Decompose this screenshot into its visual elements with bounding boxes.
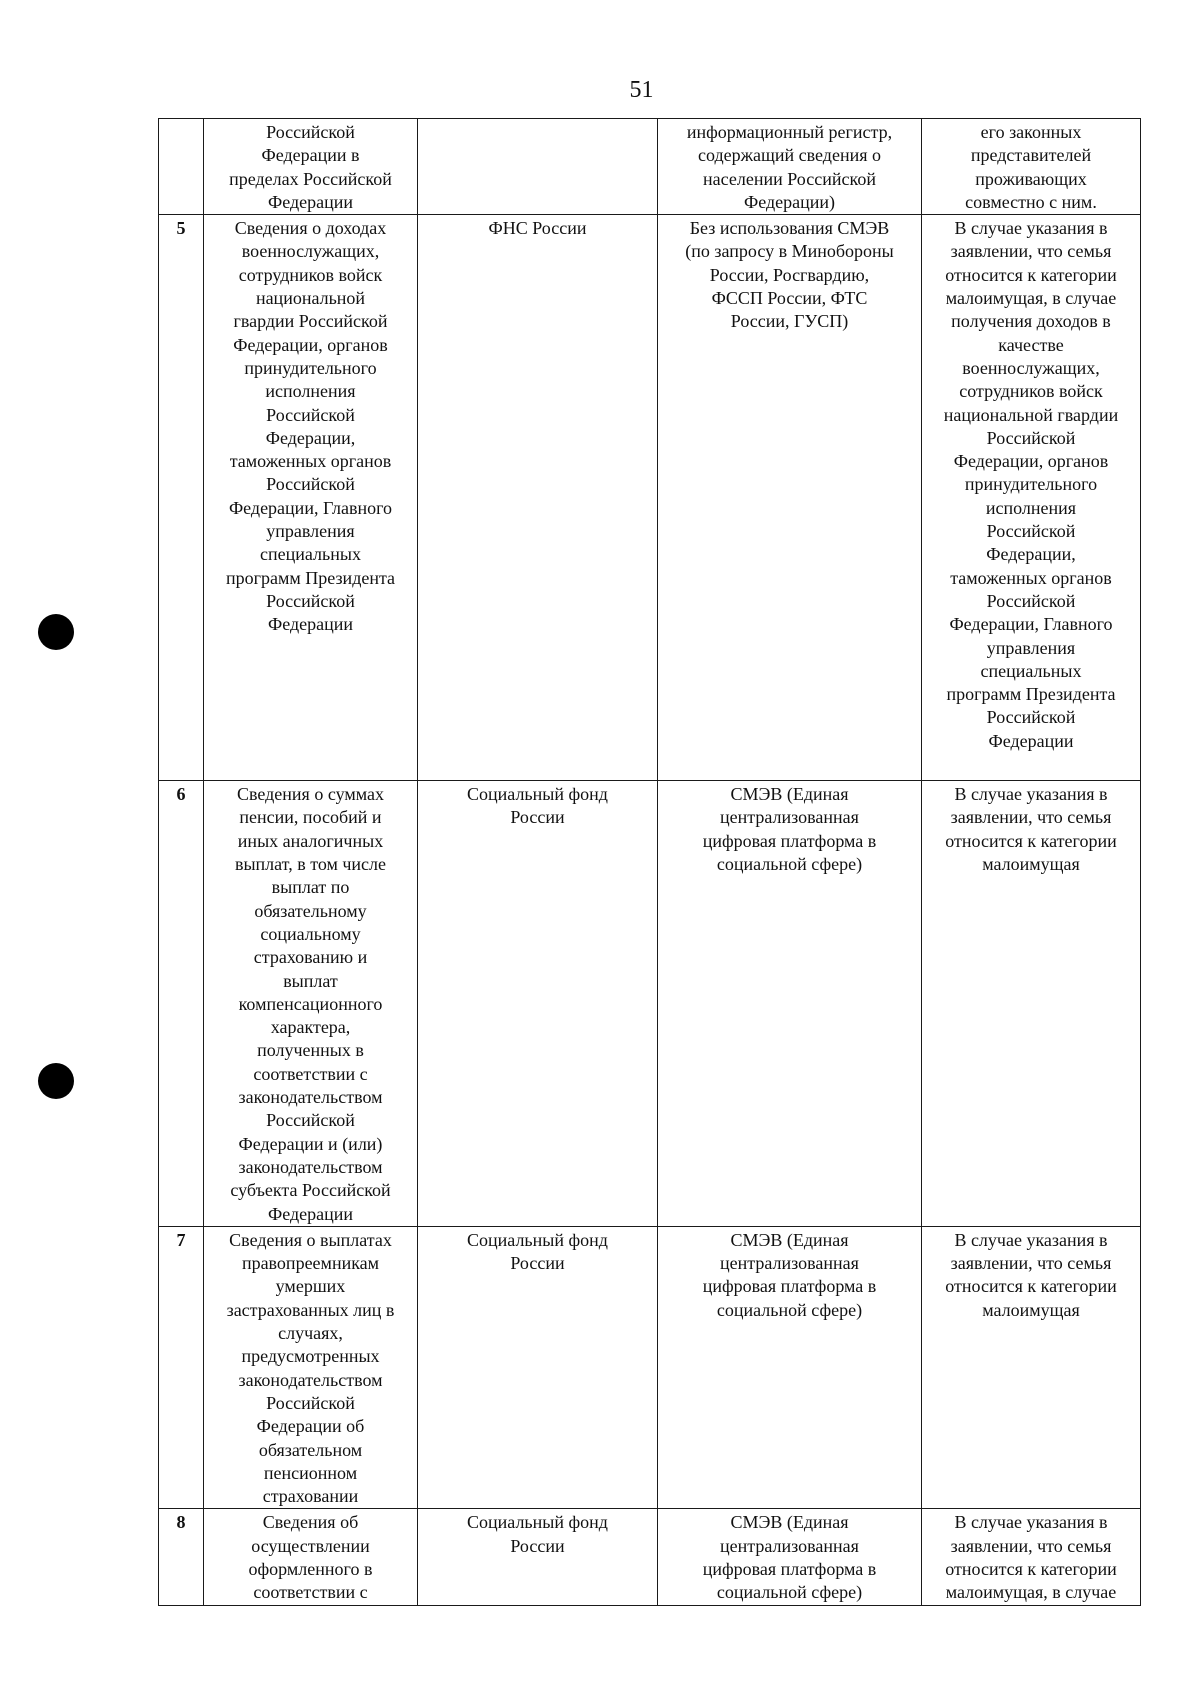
table-row xyxy=(159,781,1141,1227)
page-number: 51 xyxy=(629,77,654,103)
condition-text: В случае указания в заявлении, что семья относится к категории малоимущая xyxy=(945,1229,1117,1320)
row-number: 8 xyxy=(159,1509,204,1605)
info-text: Сведения о суммах пенсии, пособий и иных аналогичных выплат, в том числе выплат по обязательному социальному страхованию и выплат компенсационного характера, полученных в соответствии с законодательством Российской Федерации и (или) законодательством субъекта Российской Федерации xyxy=(230,784,391,1224)
info-sources-table xyxy=(158,118,1141,1606)
condition-cell xyxy=(922,215,1141,781)
table-row xyxy=(159,119,1141,215)
info-cell xyxy=(204,781,418,1227)
source-text: Социальный фонд России xyxy=(467,1512,608,1556)
condition-text: В случае указания в заявлении, что семья относится к категории малоимущая, в случае получения доходов в качестве военнослужащих, сотрудников войск национальной гвардии Российской Федерации, органов принудительного исполнения Российской Федерации, таможенных органов Российской Федерации, Главного управления специальных программ Президента Российской Федерации xyxy=(943,218,1119,751)
method-text: СМЭВ (Единая централизованная цифровая платформа в социальной сфере) xyxy=(702,784,877,875)
source-text: Социальный фонд России xyxy=(467,1229,608,1274)
info-cell xyxy=(204,1226,418,1509)
method-cell xyxy=(658,215,922,781)
info-text: Российской Федерации в пределах Российской Федерации xyxy=(229,122,392,212)
punch-hole-upper xyxy=(38,614,74,650)
info-text: Сведения об осуществлении оформленного в соответствии с xyxy=(248,1512,373,1603)
punch-hole-lower xyxy=(38,1063,74,1099)
method-text: СМЭВ (Единая централизованная цифровая платформа в социальной сфере) xyxy=(702,1512,877,1603)
source-cell xyxy=(418,1509,658,1605)
info-text: Сведения о доходах военнослужащих, сотрудников войск национальной гвардии Российской Федерации, органов принудительного исполнения Российской Федерации, таможенных органов Российской Федерации, Главного управления специальных программ Президента Российской Федерации xyxy=(225,218,396,635)
source-cell xyxy=(418,1226,658,1509)
table-row xyxy=(159,1509,1141,1605)
condition-text: В случае указания в заявлении, что семья относится к категории малоимущая xyxy=(945,784,1117,875)
info-cell xyxy=(204,215,418,781)
method-cell xyxy=(658,1226,922,1509)
method-cell xyxy=(658,781,922,1227)
condition-cell xyxy=(922,1509,1141,1605)
condition-cell xyxy=(922,781,1141,1227)
condition-text: В случае указания в заявлении, что семья относится к категории малоимущая, в случае xyxy=(945,1512,1117,1603)
method-text: СМЭВ (Единая централизованная цифровая платформа в социальной сфере) xyxy=(702,1229,877,1320)
row-number: 5 xyxy=(159,215,204,781)
method-text: Без использования СМЭВ (по запросу в Минобороны России, Росгвардию, ФССП России, ФТС России, ГУСП) xyxy=(685,218,894,332)
row-number: 7 xyxy=(159,1226,204,1509)
source-text: ФНС России xyxy=(488,218,587,239)
method-cell xyxy=(658,119,922,215)
table-row xyxy=(159,1226,1141,1509)
method-text: информационный регистр, содержащий сведения о населении Российской Федерации) xyxy=(686,122,893,212)
source-cell xyxy=(418,215,658,781)
condition-cell xyxy=(922,1226,1141,1509)
condition-text: его законных представителей проживающих совместно с ним. xyxy=(965,122,1097,212)
info-cell xyxy=(204,119,418,215)
table-row xyxy=(159,215,1141,781)
source-cell xyxy=(418,119,658,215)
condition-cell xyxy=(922,119,1141,215)
source-text: Социальный фонд России xyxy=(467,784,608,828)
method-cell xyxy=(658,1509,922,1605)
info-text: Сведения о выплатах правопреемникам умерших застрахованных лиц в случаях, предусмотренных законодательством Российской Федерации об обязательном пенсионном страховании xyxy=(226,1229,395,1507)
row-number: 6 xyxy=(159,781,204,1227)
row-number xyxy=(159,119,204,215)
source-cell xyxy=(418,781,658,1227)
info-cell xyxy=(204,1509,418,1605)
